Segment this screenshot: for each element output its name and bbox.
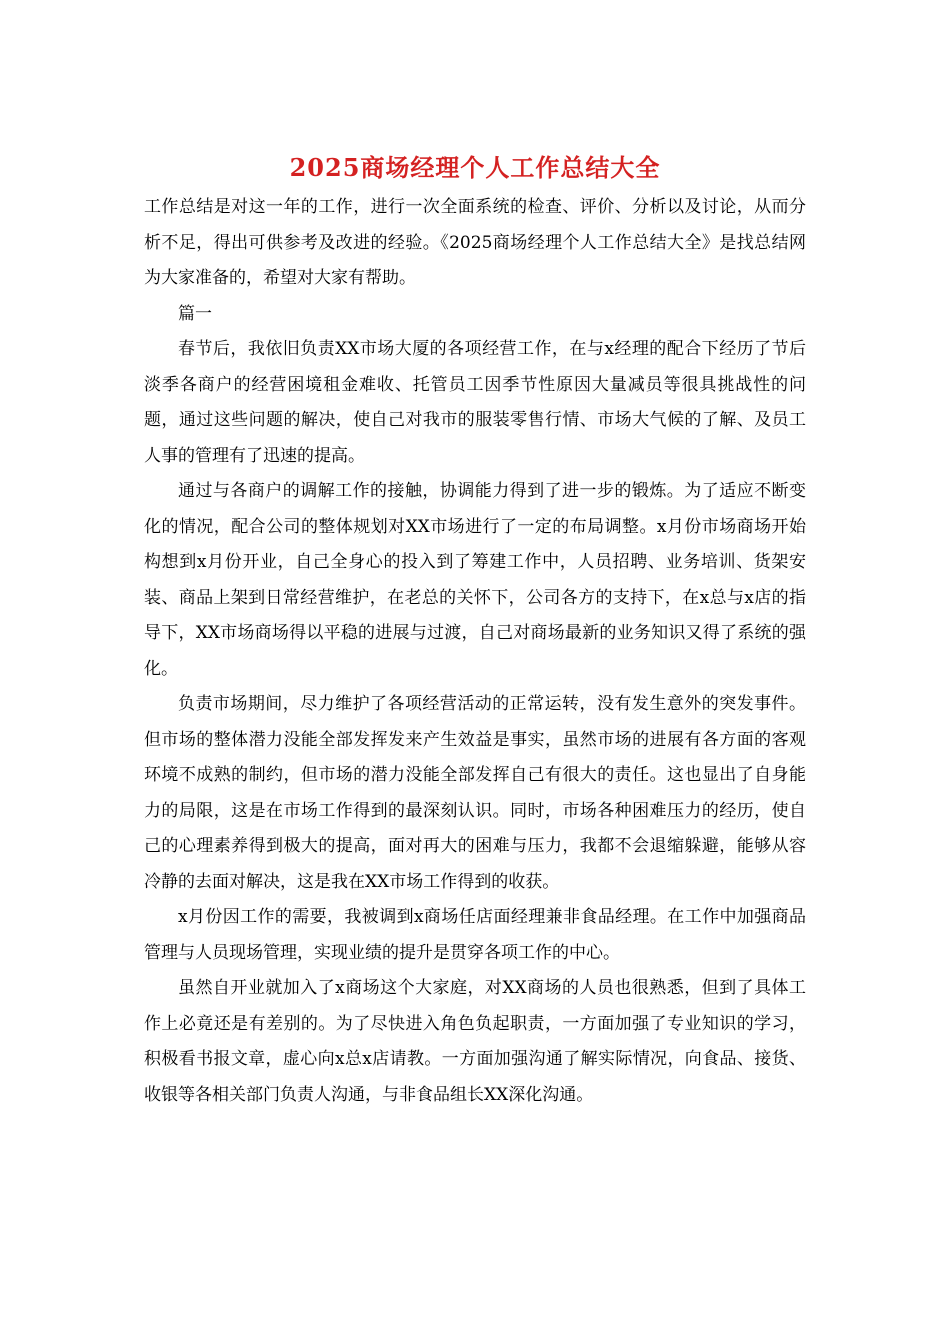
body-paragraph-2: 通过与各商户的调解工作的接触，协调能力得到了进一步的锻炼。为了适应不断变化的情况，配合公司的整体规划对XX市场进行了一定的布局调整。x月份市场商场开始构想到x月份开业，自己全身心的投入到了筹建工作中，人员招聘、业务培训、货架安装、商品上架到日常经营维护，在老总的关怀下，公司各方的支持下，在x总与x店的指导下，XX市场商场得以平稳的进展与过渡，自己对商场最新的业务知识又得了系统的强化。 — [144, 481, 806, 679]
document-title: 2025商场经理个人工作总结大全 — [289, 153, 661, 182]
body-paragraph-3: 负责市场期间，尽力维护了各项经营活动的正常运转，没有发生意外的突发事件。但市场的整体潜力没能全部发挥发来产生效益是事实，虽然市场的进展有各方面的客观环境不成熟的制约，但市场的潜力没能全部发挥自己有很大的责任。这也显出了自身能力的局限，这是在市场工作得到的最深刻认识。同时，市场各种困难压力的经历，使自己的心理素养得到极大的提高，面对再大的困难与压力，我都不会退缩躲避，能够从容冷静的去面对解决，这是我在XX市场工作得到的收获。 — [144, 694, 806, 892]
body-paragraph-5: 虽然自开业就加入了x商场这个大家庭，对XX商场的人员也很熟悉，但到了具体工作上必竟还是有差别的。为了尽快进入角色负起职责，一方面加强了专业知识的学习，积极看书报文章，虚心向x总x店请教。一方面加强沟通了解实际情况，向食品、接货、收银等各相关部门负责人沟通，与非食品组长XX深化沟通。 — [144, 978, 806, 1105]
document-page — [144, 150, 806, 1113]
intro-paragraph: 工作总结是对这一年的工作，进行一次全面系统的检查、评价、分析以及讨论，从而分析不足，得出可供参考及改进的经验。《2025商场经理个人工作总结大全》是找总结网为大家准备的，希望对大家有帮助。 — [144, 197, 806, 288]
body-paragraph-4: x月份因工作的需要，我被调到x商场任店面经理兼非食品经理。在工作中加强商品管理与人员现场管理，实现业绩的提升是贯穿各项工作的中心。 — [144, 907, 806, 963]
body-paragraph-1: 春节后，我依旧负责XX市场大厦的各项经营工作，在与x经理的配合下经历了节后淡季各商户的经营困境租金难收、托管员工因季节性原因大量减员等很具挑战性的问题，通过这些问题的解决，使自己对我市的服装零售行情、市场大气候的了解、及员工人事的管理有了迅速的提高。 — [144, 339, 806, 466]
section-label: 篇一 — [178, 303, 212, 324]
